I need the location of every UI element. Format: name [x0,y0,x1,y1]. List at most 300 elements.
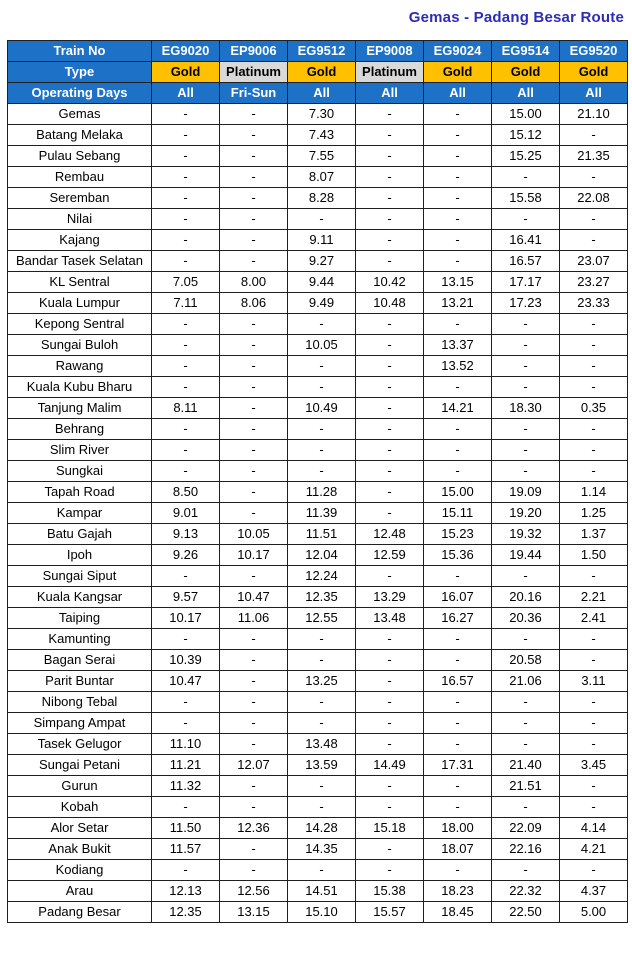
departure-time: 19.20 [492,503,560,524]
operating-days-row [8,83,628,104]
departure-time: - [492,629,560,650]
departure-time: - [152,335,220,356]
departure-time: 11.32 [152,776,220,797]
table-row [8,188,628,209]
station-name: Kuala Kangsar [8,587,152,608]
departure-time: - [424,650,492,671]
departure-time: 10.17 [220,545,288,566]
station-name: Rembau [8,167,152,188]
departure-time: 12.24 [288,566,356,587]
station-name: Anak Bukit [8,839,152,860]
departure-time: - [560,734,628,755]
departure-time: 14.21 [424,398,492,419]
departure-time: - [356,125,424,146]
departure-time: 15.00 [492,104,560,125]
station-name: Arau [8,881,152,902]
departure-time: - [220,860,288,881]
departure-time: 16.07 [424,587,492,608]
departure-time: - [492,461,560,482]
departure-time: - [424,188,492,209]
departure-time: 21.06 [492,671,560,692]
departure-time: 19.44 [492,545,560,566]
station-name: Batang Melaka [8,125,152,146]
train-no-cell: EG9514 [492,41,560,62]
departure-time: 10.39 [152,650,220,671]
departure-time: - [424,713,492,734]
departure-time: - [560,566,628,587]
departure-time: 15.10 [288,902,356,923]
departure-time: - [492,314,560,335]
departure-time: 9.13 [152,524,220,545]
departure-time: 15.18 [356,818,424,839]
departure-time: - [356,713,424,734]
departure-time: - [356,104,424,125]
departure-time: - [424,566,492,587]
table-row [8,419,628,440]
departure-time: - [220,650,288,671]
departure-time: 11.21 [152,755,220,776]
table-row [8,104,628,125]
departure-time: - [288,860,356,881]
station-name: Simpang Ampat [8,713,152,734]
departure-time: - [220,125,288,146]
departure-time: 1.14 [560,482,628,503]
departure-time: 5.00 [560,902,628,923]
departure-time: 13.48 [356,608,424,629]
departure-time: - [560,461,628,482]
departure-time: 11.10 [152,734,220,755]
departure-time: - [288,692,356,713]
train-type-cell: Platinum [356,62,424,83]
departure-time: 15.25 [492,146,560,167]
departure-time: 4.14 [560,818,628,839]
departure-time: - [288,776,356,797]
departure-time: - [356,209,424,230]
departure-time: - [356,860,424,881]
departure-time: - [288,314,356,335]
departure-time: 11.57 [152,839,220,860]
departure-time: - [560,209,628,230]
departure-time: 17.23 [492,293,560,314]
departure-time: 14.49 [356,755,424,776]
table-row [8,797,628,818]
train-type-cell: Gold [152,62,220,83]
departure-time: 12.56 [220,881,288,902]
departure-time: 16.27 [424,608,492,629]
departure-time: 13.15 [220,902,288,923]
departure-time: - [220,314,288,335]
departure-time: - [492,692,560,713]
departure-time: - [356,461,424,482]
station-name: Padang Besar [8,902,152,923]
table-row [8,125,628,146]
departure-time: 10.42 [356,272,424,293]
departure-time: - [356,482,424,503]
departure-time: 8.28 [288,188,356,209]
departure-time: 7.11 [152,293,220,314]
train-no-cell: EG9020 [152,41,220,62]
station-name: Gurun [8,776,152,797]
train-type-cell: Platinum [220,62,288,83]
departure-time: - [288,629,356,650]
departure-time: 13.52 [424,356,492,377]
departure-time: - [220,251,288,272]
departure-time: - [288,209,356,230]
departure-time: 20.58 [492,650,560,671]
departure-time: 10.49 [288,398,356,419]
station-name: Kampar [8,503,152,524]
train-type-cell: Gold [288,62,356,83]
departure-time: - [356,230,424,251]
departure-time: 21.35 [560,146,628,167]
departure-time: - [424,230,492,251]
departure-time: 15.23 [424,524,492,545]
table-row [8,503,628,524]
departure-time: - [288,356,356,377]
departure-time: - [220,230,288,251]
station-name: Rawang [8,356,152,377]
departure-time: - [492,377,560,398]
departure-time: - [288,377,356,398]
departure-time: 9.26 [152,545,220,566]
departure-time: - [152,188,220,209]
departure-time: - [288,797,356,818]
operating-days-cell: All [152,83,220,104]
table-row [8,524,628,545]
operating-days-cell: All [560,83,628,104]
station-name: KL Sentral [8,272,152,293]
table-row [8,482,628,503]
departure-time: 2.41 [560,608,628,629]
departure-time: - [152,125,220,146]
departure-time: 9.57 [152,587,220,608]
operating-days-cell: All [288,83,356,104]
departure-time: - [424,167,492,188]
departure-time: - [424,209,492,230]
departure-time: - [288,713,356,734]
departure-time: - [152,629,220,650]
station-name: Batu Gajah [8,524,152,545]
departure-time: 9.11 [288,230,356,251]
departure-time: - [152,797,220,818]
station-name: Behrang [8,419,152,440]
departure-time: 15.57 [356,902,424,923]
type-row [8,62,628,83]
departure-time: 1.25 [560,503,628,524]
table-row [8,818,628,839]
station-name: Sungai Buloh [8,335,152,356]
table-row [8,335,628,356]
station-name: Ipoh [8,545,152,566]
departure-time: 12.36 [220,818,288,839]
operating-days-label: Operating Days [8,83,152,104]
departure-time: - [152,146,220,167]
departure-time: 9.27 [288,251,356,272]
departure-time: 19.32 [492,524,560,545]
departure-time: - [424,692,492,713]
departure-time: - [356,419,424,440]
departure-time: - [220,566,288,587]
departure-time: - [560,230,628,251]
departure-time: - [356,146,424,167]
station-name: Kajang [8,230,152,251]
departure-time: - [220,629,288,650]
operating-days-cell: All [356,83,424,104]
table-row [8,839,628,860]
departure-time: - [424,440,492,461]
departure-time: 13.29 [356,587,424,608]
departure-time: 0.35 [560,398,628,419]
station-name: Slim River [8,440,152,461]
departure-time: - [356,797,424,818]
departure-time: 10.47 [152,671,220,692]
departure-time: 10.05 [288,335,356,356]
train-no-cell: EP9006 [220,41,288,62]
table-row [8,734,628,755]
table-row [8,440,628,461]
departure-time: - [560,314,628,335]
departure-time: 20.16 [492,587,560,608]
table-row [8,881,628,902]
departure-time: - [424,734,492,755]
departure-time: - [424,314,492,335]
departure-time: 14.35 [288,839,356,860]
departure-time: - [356,650,424,671]
departure-time: - [220,692,288,713]
station-name: Seremban [8,188,152,209]
departure-time: - [220,461,288,482]
departure-time: - [560,860,628,881]
departure-time: - [152,104,220,125]
departure-time: 8.00 [220,272,288,293]
departure-time: 12.59 [356,545,424,566]
departure-time: - [424,251,492,272]
departure-time: - [220,209,288,230]
departure-time: - [220,335,288,356]
table-row [8,377,628,398]
departure-time: 1.37 [560,524,628,545]
departure-time: 7.30 [288,104,356,125]
operating-days-cell: All [424,83,492,104]
departure-time: 8.07 [288,167,356,188]
departure-time: - [356,335,424,356]
station-name: Tasek Gelugor [8,734,152,755]
table-row [8,251,628,272]
departure-time: 20.36 [492,608,560,629]
departure-time: 7.43 [288,125,356,146]
departure-time: 12.35 [152,902,220,923]
departure-time: - [152,419,220,440]
departure-time: 18.45 [424,902,492,923]
departure-time: - [560,440,628,461]
table-row [8,230,628,251]
departure-time: 3.45 [560,755,628,776]
station-name: Gemas [8,104,152,125]
table-row [8,167,628,188]
station-name: Sungkai [8,461,152,482]
departure-time: 10.05 [220,524,288,545]
departure-time: 22.32 [492,881,560,902]
departure-time: 21.10 [560,104,628,125]
departure-time: - [492,167,560,188]
table-row [8,398,628,419]
departure-time: - [220,377,288,398]
departure-time: - [560,167,628,188]
table-row [8,692,628,713]
table-row [8,293,628,314]
departure-time: - [220,482,288,503]
departure-time: - [220,503,288,524]
timetable [7,40,628,923]
departure-time: 7.55 [288,146,356,167]
departure-time: - [356,251,424,272]
departure-time: - [356,671,424,692]
departure-time: - [424,125,492,146]
departure-time: 18.00 [424,818,492,839]
departure-time: - [220,146,288,167]
departure-time: 9.01 [152,503,220,524]
station-name: Tapah Road [8,482,152,503]
departure-time: 4.21 [560,839,628,860]
departure-time: - [492,356,560,377]
departure-time: 16.57 [424,671,492,692]
departure-time: 19.09 [492,482,560,503]
table-row [8,713,628,734]
table-row [8,545,628,566]
departure-time: 4.37 [560,881,628,902]
table-row [8,650,628,671]
departure-time: 17.17 [492,272,560,293]
departure-time: 12.13 [152,881,220,902]
departure-time: - [560,692,628,713]
departure-time: - [220,440,288,461]
departure-time: - [356,398,424,419]
departure-time: - [220,839,288,860]
table-row [8,587,628,608]
departure-time: - [152,860,220,881]
departure-time: 22.08 [560,188,628,209]
train-no-cell: EP9008 [356,41,424,62]
station-name: Nilai [8,209,152,230]
departure-time: - [356,566,424,587]
table-row [8,776,628,797]
departure-time: - [356,776,424,797]
departure-time: - [152,440,220,461]
departure-time: - [220,419,288,440]
departure-time: - [288,461,356,482]
departure-time: 18.07 [424,839,492,860]
departure-time: - [560,797,628,818]
departure-time: - [356,188,424,209]
departure-time: - [560,713,628,734]
departure-time: 18.23 [424,881,492,902]
station-name: Nibong Tebal [8,692,152,713]
departure-time: - [152,251,220,272]
departure-time: 15.58 [492,188,560,209]
departure-time: 11.50 [152,818,220,839]
departure-time: 15.11 [424,503,492,524]
departure-time: - [492,335,560,356]
departure-time: - [560,356,628,377]
departure-time: - [220,776,288,797]
departure-time: 13.15 [424,272,492,293]
departure-time: 15.12 [492,125,560,146]
station-name: Kodiang [8,860,152,881]
station-name: Parit Buntar [8,671,152,692]
station-name: Sungai Siput [8,566,152,587]
departure-time: - [356,734,424,755]
departure-time: - [356,377,424,398]
departure-time: 21.40 [492,755,560,776]
station-name: Kamunting [8,629,152,650]
departure-time: - [424,104,492,125]
station-name: Kuala Kubu Bharu [8,377,152,398]
departure-time: - [492,713,560,734]
departure-time: - [424,629,492,650]
train-no-cell: EG9024 [424,41,492,62]
departure-time: 18.30 [492,398,560,419]
departure-time: - [152,230,220,251]
departure-time: - [424,377,492,398]
departure-time: 11.39 [288,503,356,524]
station-name: Bandar Tasek Selatan [8,251,152,272]
departure-time: - [560,650,628,671]
departure-time: 15.38 [356,881,424,902]
departure-time: 15.36 [424,545,492,566]
departure-time: 15.00 [424,482,492,503]
departure-time: - [288,419,356,440]
station-name: Kobah [8,797,152,818]
departure-time: - [492,209,560,230]
departure-time: - [356,839,424,860]
departure-time: 7.05 [152,272,220,293]
departure-time: - [220,104,288,125]
departure-time: - [220,797,288,818]
train-no-cell: EG9512 [288,41,356,62]
departure-time: 22.09 [492,818,560,839]
departure-time: 10.47 [220,587,288,608]
departure-time: - [492,440,560,461]
departure-time: 12.48 [356,524,424,545]
table-row [8,860,628,881]
departure-time: 23.33 [560,293,628,314]
train-no-label: Train No [8,41,152,62]
departure-time: - [356,503,424,524]
page-title: Gemas - Padang Besar Route [408,9,624,26]
table-row [8,314,628,335]
train-no-row [8,41,628,62]
departure-time: - [424,419,492,440]
departure-time: 13.59 [288,755,356,776]
type-label: Type [8,62,152,83]
departure-time: 1.50 [560,545,628,566]
departure-time: - [152,356,220,377]
table-row [8,902,628,923]
table-row [8,272,628,293]
departure-time: - [424,146,492,167]
departure-time: - [220,167,288,188]
departure-time: - [220,356,288,377]
departure-time: 12.07 [220,755,288,776]
departure-time: - [560,335,628,356]
departure-time: - [220,671,288,692]
departure-time: 11.51 [288,524,356,545]
departure-time: 16.41 [492,230,560,251]
departure-time: 12.04 [288,545,356,566]
departure-time: - [152,713,220,734]
table-row [8,209,628,230]
departure-time: - [356,440,424,461]
